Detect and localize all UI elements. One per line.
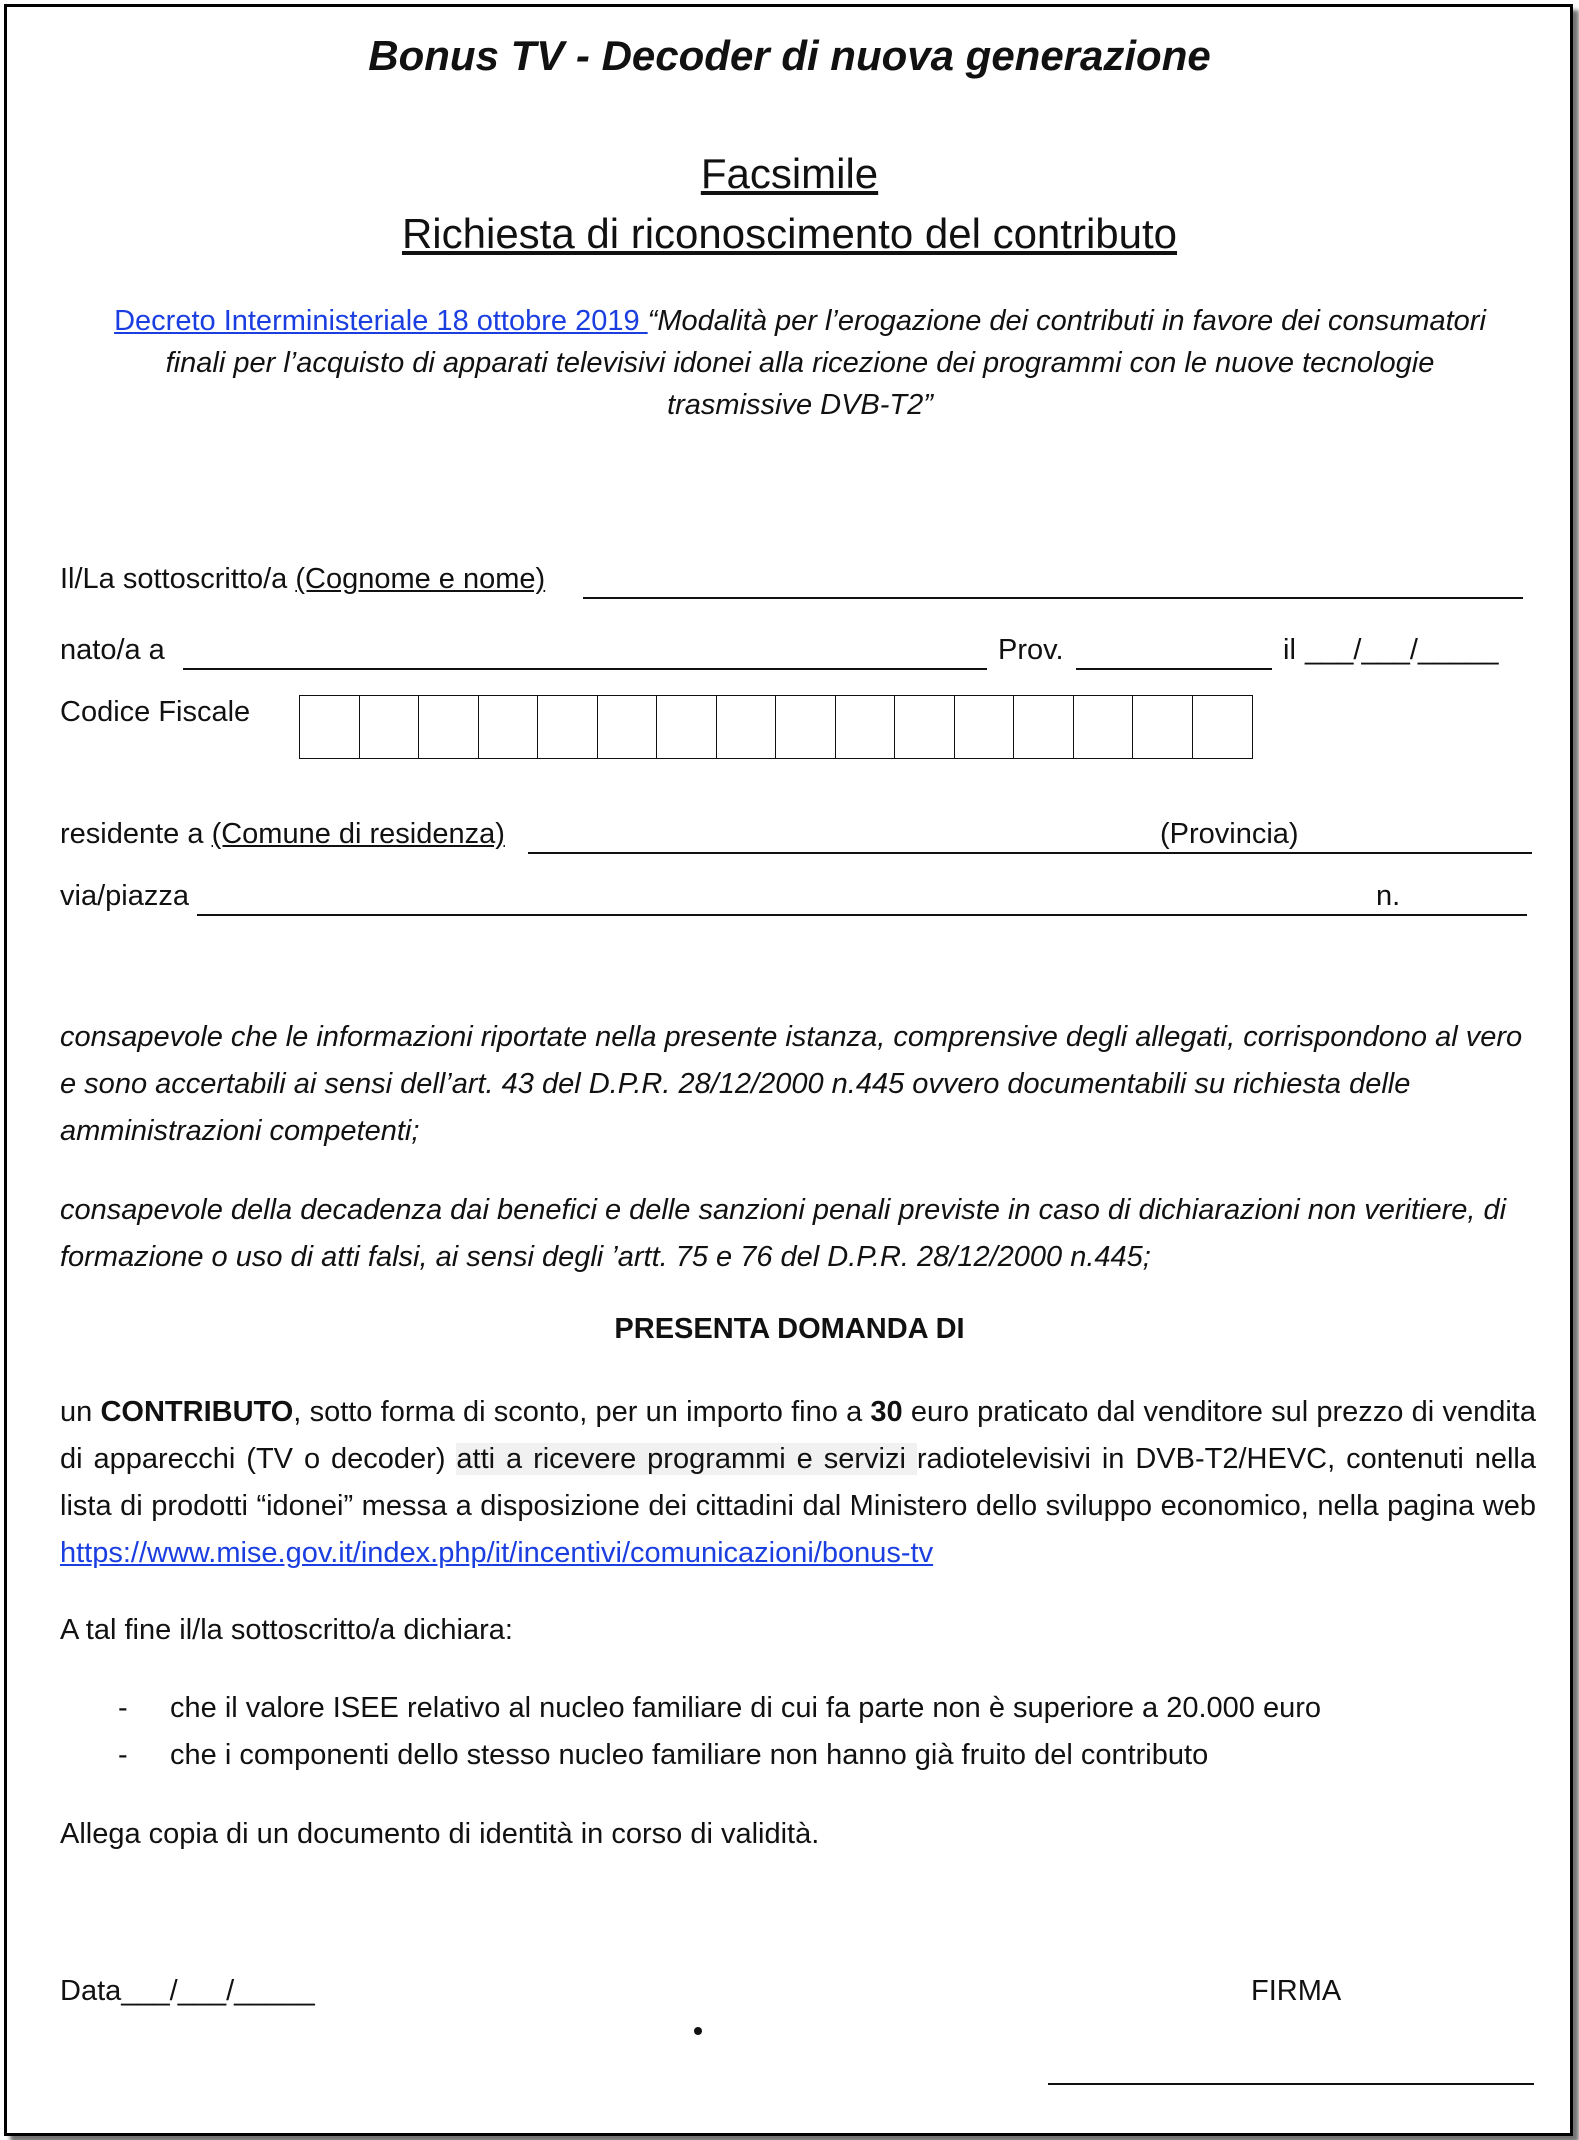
residente-label (60, 818, 505, 851)
via-label: via/piazza (60, 880, 189, 912)
codice-fiscale-cell[interactable] (657, 696, 717, 758)
allega-text: Allega copia di un documento di identità in corso di validità. (60, 1818, 820, 1850)
codice-fiscale-cell[interactable] (419, 696, 479, 758)
data-firma-field[interactable]: ___/___/_____ (121, 1975, 315, 2007)
codice-fiscale-cell[interactable] (717, 696, 777, 758)
request-text-3: euro praticato dal venditore sul prezzo di vendita di apparecchi (TV o decoder) (60, 1396, 1536, 1475)
bullet-marker-2: - (118, 1739, 128, 1771)
codice-fiscale-cell[interactable] (776, 696, 836, 758)
codice-fiscale-cell[interactable] (300, 696, 360, 758)
request-paragraph (60, 1389, 1536, 1577)
luogo-nascita-field[interactable] (183, 668, 987, 670)
comune-residenza-field[interactable] (528, 852, 1532, 854)
firma-label: FIRMA (1251, 1975, 1342, 2007)
provincia-hint: (Provincia) (1160, 818, 1299, 850)
codice-fiscale-cell[interactable] (598, 696, 658, 758)
subtitle-facsimile-text: Facsimile (700, 150, 879, 197)
decree-link[interactable]: Decreto Interministeriale 18 ottobre 2019 (114, 305, 648, 337)
bullet-isee: che il valore ISEE relativo al nucleo familiare di cui fa parte non è superiore a 20.000 euro (170, 1692, 1321, 1724)
document-title: Bonus TV - Decoder di nuova generazione (368, 32, 1211, 79)
cognome-nome-hint: (Cognome e nome) (295, 563, 546, 595)
presenta-domanda-heading: PRESENTA DOMANDA DI (614, 1313, 965, 1345)
codice-fiscale-cell[interactable] (1133, 696, 1193, 758)
bullet-dot (694, 2027, 702, 2035)
prov-nascita-field[interactable] (1076, 668, 1272, 670)
codice-fiscale-cell[interactable] (1193, 696, 1253, 758)
bullet-marker-1: - (118, 1692, 128, 1724)
codice-fiscale-cell[interactable] (479, 696, 539, 758)
request-text-2: , sotto forma di sconto, per un importo fino a (293, 1396, 871, 1428)
mise-bonus-tv-link[interactable]: https://www.mise.gov.it/index.php/it/incentivi/comunicazioni/bonus-tv (60, 1537, 934, 1569)
comune-hint: (Comune di residenza) (211, 818, 505, 850)
codice-fiscale-cell[interactable] (955, 696, 1015, 758)
dichiara-text: A tal fine il/la sottoscritto/a dichiara: (60, 1614, 513, 1646)
subtitle-richiesta-text: Richiesta di riconoscimento del contributo (401, 210, 1178, 257)
sottoscritto-label-text: Il/La sottoscritto/a (60, 563, 288, 595)
codice-fiscale-cell[interactable] (895, 696, 955, 758)
consapevole-paragraph-2: consapevole della decadenza dai benefici e delle sanzioni penali previste in caso di dichiarazioni non veritiere, di formazione o uso di atti falsi, ai sensi degli ’artt. 75 e 76 del D.P.R. 28/12/2000 n.445; (60, 1194, 1507, 1273)
request-text-1: un (60, 1396, 101, 1428)
bullet-nucleo: che i componenti dello stesso nucleo familiare non hanno già fruito del contributo (170, 1739, 1209, 1771)
numero-label: n. (1376, 880, 1401, 912)
prov-label: Prov. (998, 634, 1064, 666)
nato-label: nato/a a (60, 634, 165, 666)
codice-fiscale-cell[interactable] (360, 696, 420, 758)
decree-reference (90, 300, 1510, 426)
codice-fiscale-cell[interactable] (538, 696, 598, 758)
decree-quote: “Modalità per l’erogazione dei contributi in favore dei consumatori finali per l’acquisto di apparati televisivi idonei alla ricezione dei programmi con le nuove tecnologie trasmissive DVB-T2” (165, 305, 1486, 421)
codice-fiscale-cell[interactable] (836, 696, 896, 758)
consapevole-paragraph-1: consapevole che le informazioni riportate nella presente istanza, comprensive degli allegati, corrispondono al vero e sono accertabili ai sensi dell’art. 43 del D.P.R. 28/12/2000 n.445 ovvero documentabili su richiesta delle amministrazioni competenti; (60, 1021, 1523, 1147)
codice-fiscale-cell[interactable] (1074, 696, 1134, 758)
contributo-bold: CONTRIBUTO (100, 1396, 294, 1428)
data-label-text: Data (60, 1975, 122, 2007)
firma-line[interactable] (1048, 2083, 1534, 2085)
importo-bold: 30 (870, 1396, 903, 1428)
codice-fiscale-grid[interactable] (299, 695, 1253, 759)
data-nascita-field[interactable]: ___/___/_____ (1305, 634, 1499, 666)
subtitle-richiesta (0, 210, 1579, 258)
via-field[interactable] (197, 914, 1527, 916)
il-label: il (1283, 634, 1296, 666)
residente-label-text: residente a (60, 818, 204, 850)
request-text-4: radiotelevisivi in DVB-T2/HEVC, contenuti nella lista di prodotti “idonei” messa a disposizione dei cittadini dal Ministero dello sviluppo economico, nella pagina web (60, 1443, 1536, 1522)
request-highlight: atti a ricevere programmi e servizi (456, 1443, 917, 1475)
subtitle-facsimile (0, 150, 1579, 198)
codice-fiscale-label: Codice Fiscale (60, 696, 251, 728)
sottoscritto-label (60, 563, 545, 596)
data-firma-label (60, 1975, 315, 2008)
cognome-nome-field[interactable] (583, 597, 1523, 599)
codice-fiscale-cell[interactable] (1014, 696, 1074, 758)
